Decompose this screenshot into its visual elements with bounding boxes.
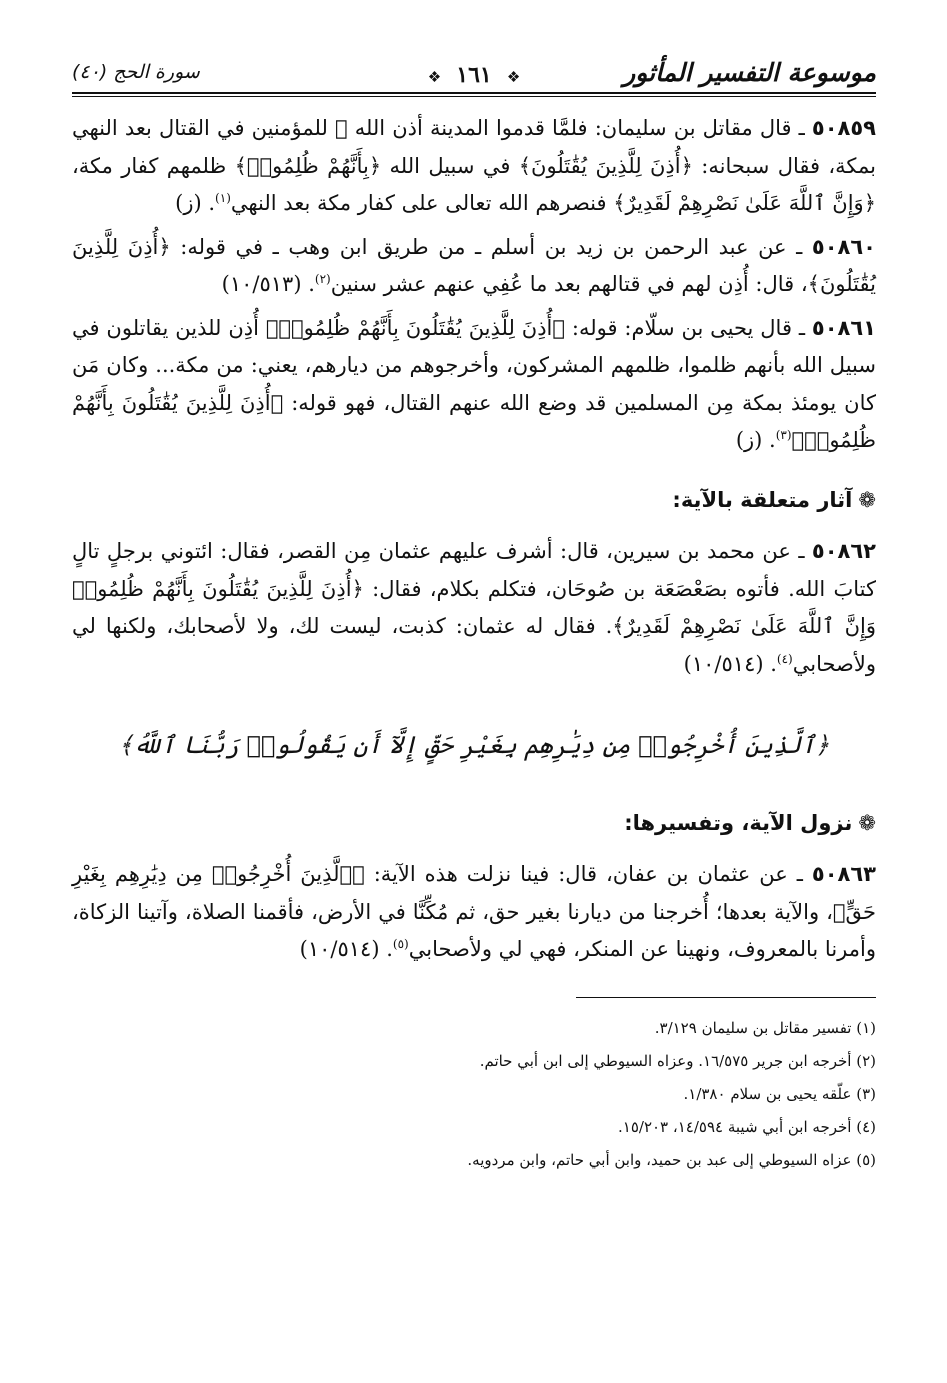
page-number: ١٦١ bbox=[446, 62, 501, 88]
section-heading bbox=[72, 482, 876, 520]
narration-number: ٥٠٨٦٣ bbox=[811, 862, 876, 886]
footnote: (٣) علّقه يحيى بن سلام ١/٣٨٠. bbox=[683, 1084, 876, 1103]
footnote-ref: (٢) bbox=[314, 272, 331, 286]
ornament-icon: ❖ bbox=[427, 68, 442, 86]
narration-entry bbox=[72, 533, 876, 683]
footnote-ref: (٥) bbox=[392, 937, 409, 951]
narration-text: ـ قال مقاتل بن سليمان: فلمَّا قدموا المدينة أذن الله ﷻ للمؤمنين في القتال بعد النهي بمكة، فقال سبحانه: ﴿أُذِنَ لِلَّذِينَ يُقَٰتَلُونَ﴾ في سبيل الله ﴿بِأَنَّهُمْ ظُلِمُوا۟﴾ ظلمهم كفار مكة، ﴿وَإِنَّ ٱللَّهَ عَلَىٰ نَصْرِهِمْ لَقَدِيرٌ﴾ فنصرهم الله تعالى على كفار مكة بعد النهي bbox=[72, 116, 876, 215]
narration-number: ٥٠٨٥٩ bbox=[811, 116, 876, 140]
header-rule bbox=[72, 92, 876, 94]
footnote: (٤) أخرجه ابن أبي شيبة ١٤/٥٩٤، ١٥/٢٠٣. bbox=[618, 1117, 876, 1136]
narration-number: ٥٠٨٦٢ bbox=[811, 539, 876, 563]
narration-tail: . (ز) bbox=[175, 191, 216, 215]
flower-icon: ❁ bbox=[858, 487, 876, 512]
narration-number: ٥٠٨٦٠ bbox=[811, 234, 876, 259]
header-rule-thin bbox=[72, 96, 876, 97]
running-header bbox=[72, 52, 876, 96]
narration-number: ٥٠٨٦١ bbox=[811, 315, 876, 340]
narration-entry bbox=[72, 229, 876, 304]
ornament-icon: ❖ bbox=[506, 68, 521, 86]
footnote: (١) تفسير مقاتل بن سليمان ٣/١٢٩. bbox=[654, 1018, 876, 1037]
book-title: موسوعة التفسير المأثور bbox=[623, 58, 876, 87]
narration-text: ـ عن عثمان بن عفان، قال: فينا نزلت هذه الآية: ﴿ٱلَّذِينَ أُخْرِجُوا۟ مِن دِيَٰرِهِم بِغَيْرِ حَقٍّ﴾، والآية بعدها؛ أُخرجنا من ديارنا بغير حق، ثم مُكِّنَّا في الأرض، فأقمنا الصلاة، وآتينا الزكاة، وأمرنا بالمعروف، ونهينا عن المنكر، فهي لي ولأصحابي bbox=[72, 862, 876, 961]
surah-label: سورة الحج (٤٠) bbox=[72, 61, 200, 83]
footnote-ref: (٣) bbox=[775, 428, 792, 442]
narration-tail: . (ز) bbox=[735, 428, 776, 452]
narration-entry bbox=[72, 310, 876, 460]
narration-tail: . (١٠/٥١٤) bbox=[683, 651, 777, 676]
page bbox=[72, 52, 876, 1177]
flower-icon: ❁ bbox=[858, 810, 876, 835]
footnote: (٥) عزاه السيوطي إلى عبد بن حميد، وابن أبي حاتم، وابن مردويه. bbox=[467, 1150, 876, 1169]
quran-verse: ﴿ٱلَّذِينَ أُخْرِجُوا۟ مِن دِيَٰرِهِم بِغَيْرِ حَقٍّ إِلَّآ أَن يَقُولُوا۟ رَبُّنَا ٱللَّهُ﴾ bbox=[118, 731, 830, 759]
section-title: آثار متعلقة بالآية: bbox=[672, 487, 853, 512]
narration-text: ـ عن عبد الرحمن بن زيد بن أسلم ـ من طريق ابن وهب ـ في قوله: ﴿أُذِنَ لِلَّذِينَ يُقَٰتَلُونَ﴾، قال: أُذِن لهم في قتالهم بعد ما عُفِي عنهم عشر سنين bbox=[72, 234, 876, 296]
footnotes bbox=[72, 1012, 876, 1177]
footnote-ref: (٤) bbox=[776, 651, 793, 666]
narration-entry bbox=[72, 110, 876, 223]
footnote: (٢) أخرجه ابن جرير ١٦/٥٧٥. وعزاه السيوطي إلى ابن أبي حاتم. bbox=[479, 1051, 876, 1070]
narration-entry bbox=[72, 856, 876, 969]
section-title: نزول الآية، وتفسيرها: bbox=[624, 810, 853, 835]
narration-tail: . (١٠/٥١٤) bbox=[299, 937, 393, 961]
narration-tail: . (١٠/٥١٣) bbox=[221, 272, 315, 296]
footnote-ref: (١) bbox=[215, 191, 231, 205]
narration-text: ـ قال يحيى بن سلّام: قوله: ﴿أُذِنَ لِلَّذِينَ يُقَٰتَلُونَ بِأَنَّهُمْ ظُلِمُوا۟﴾ أُذِن للذين يقاتلون في سبيل الله بأنهم ظلموا، ظلمهم المشركون، وأخرجوهم من ديارهم، يعني: من مكة... وكان مَن كان يومئذ بمكة مِن المسلمين قد وضع الله عنهم القتال، فهو قوله: ﴿أُذِنَ لِلَّذِينَ يُقَٰتَلُونَ بِأَنَّهُمْ ظُلِمُوا۟﴾ bbox=[72, 315, 876, 452]
section-heading bbox=[72, 805, 876, 843]
main-text bbox=[72, 110, 876, 1177]
narration-text: ـ عن محمد بن سيرين، قال: أشرف عليهم عثمان مِن القصر، فقال: ائتوني برجلٍ تالٍ كتابَ الله. فأتوه بصَعْصَعَة بن صُوحَان، فتكلم بكلام، فقال: ﴿أُذِنَ لِلَّذِينَ يُقَٰتَلُونَ بِأَنَّهُمْ ظُلِمُوا۟ وَإِنَّ ٱللَّهَ عَلَىٰ نَصْرِهِمْ لَقَدِيرٌ﴾. فقال له عثمان: كذبت، ليست لك، ولا لأصحابك، ولكنها لي ولأصحابي bbox=[72, 539, 876, 676]
footnote-separator bbox=[576, 997, 876, 998]
